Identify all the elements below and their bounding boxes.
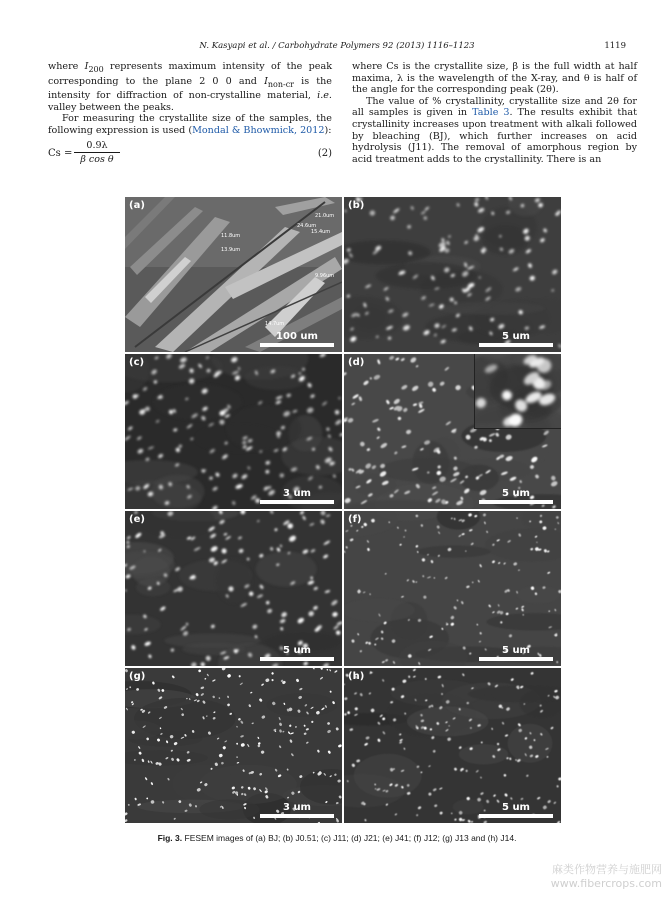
panel-f — [344, 511, 561, 666]
equation-numerator: 0.9λ — [74, 140, 120, 153]
right-column — [352, 61, 637, 165]
micrograph-h — [344, 668, 561, 823]
panel-label: (a) — [129, 200, 145, 211]
caption-text: FESEM images of (a) BJ; (b) J0.51; (c) J11; (d) J21; (e) J41; (f) J12; (g) J13 and (h) J14. — [184, 833, 517, 843]
measurement-label: 24.6um — [297, 223, 317, 229]
paragraph-results: The value of % crystallinity, crystallite size and 2θ for all samples is given in Table 3. The results exhibit that crystallinity increases upon treatment with alkali followed by bleaching (BJ), which further increases on acid hydrolysis (J11). The removal of amorphous region by acid treatment adds to the crystallinity. There is an — [352, 95, 637, 165]
micrograph-b — [344, 197, 561, 352]
micrograph-d-inset — [475, 354, 561, 428]
scale-bar: 3 um — [260, 802, 334, 818]
measurement-label: 14.7um — [265, 321, 285, 327]
page-number: 1119 — [604, 41, 626, 51]
paragraph-crystallite: For measuring the crystallite size of the samples, the following expression is used (Mondal & Bhowmick, 2012): — [48, 113, 332, 136]
left-column — [48, 61, 332, 136]
panel-a — [125, 197, 342, 352]
measurement-label: 15.4um — [311, 229, 331, 235]
equation-number: (2) — [317, 148, 332, 159]
inset-zoom — [474, 354, 561, 429]
panel-label: (b) — [348, 200, 365, 211]
scale-bar: 100 um — [260, 331, 334, 347]
caption-label: Fig. 3. — [157, 833, 183, 843]
measurement-label: 21.0um — [315, 213, 335, 219]
micrograph-f — [344, 511, 561, 666]
panel-label: (e) — [129, 514, 145, 525]
panel-label: (h) — [348, 671, 365, 682]
table-link[interactable]: Table 3 — [472, 107, 510, 119]
panel-label: (f) — [348, 514, 362, 525]
equation-2 — [48, 140, 332, 170]
panel-b — [344, 197, 561, 352]
equation-denominator: β cos θ — [80, 154, 114, 165]
paragraph-intensity: where $I_{200}$ represents maximum intensity of the peak corresponding to the plane 2 0 0 and $I_{non-cr}$ is the intensity for diffraction of non-crystalline material, i.e. valley between the peaks. — [48, 61, 333, 113]
running-title: N. Kasyapi et al. / Carbohydrate Polymers 92 (2013) 1116–1123 — [199, 41, 475, 51]
panel-c — [125, 354, 342, 509]
scale-bar: 5 um — [479, 802, 553, 818]
scale-bar: 5 um — [479, 488, 553, 504]
micrograph-c — [125, 354, 342, 509]
micrograph-a — [125, 197, 342, 352]
paragraph-variables: where Cs is the crystallite size, β is the full width at half maxima, λ is the wavelength of the X-ray, and θ is half of the angle for the corresponding peak (2θ). — [352, 61, 637, 96]
measurement-label: 13.9um — [221, 247, 241, 253]
measurement-label: 9.96um — [315, 273, 335, 279]
panel-g — [125, 668, 342, 823]
equation-lhs: Cs = — [48, 148, 73, 159]
watermark-line-url: www.fibercrops.com — [550, 877, 662, 890]
panel-h — [344, 668, 561, 823]
panel-d — [344, 354, 561, 509]
scale-bar: 5 um — [479, 331, 553, 347]
scale-bar: 5 um — [479, 645, 553, 661]
panel-label: (d) — [348, 357, 365, 368]
figure-3 — [125, 197, 561, 821]
equation-fraction — [74, 140, 120, 165]
watermark — [551, 863, 662, 891]
panel-label: (c) — [129, 357, 145, 368]
figure-caption — [48, 833, 626, 843]
micrograph-g — [125, 668, 342, 823]
watermark-line-cn: 麻类作物营养与施肥网 — [552, 863, 662, 876]
micrograph-e — [125, 511, 342, 666]
scale-bar: 5 um — [260, 645, 334, 661]
panel-label: (g) — [129, 671, 146, 682]
citation-link[interactable]: Mondal & Bhowmick, 2012 — [192, 124, 325, 136]
running-header — [48, 41, 626, 55]
scale-bar: 3 um — [260, 488, 334, 504]
measurement-label: 11.8um — [221, 233, 241, 239]
panel-e — [125, 511, 342, 666]
